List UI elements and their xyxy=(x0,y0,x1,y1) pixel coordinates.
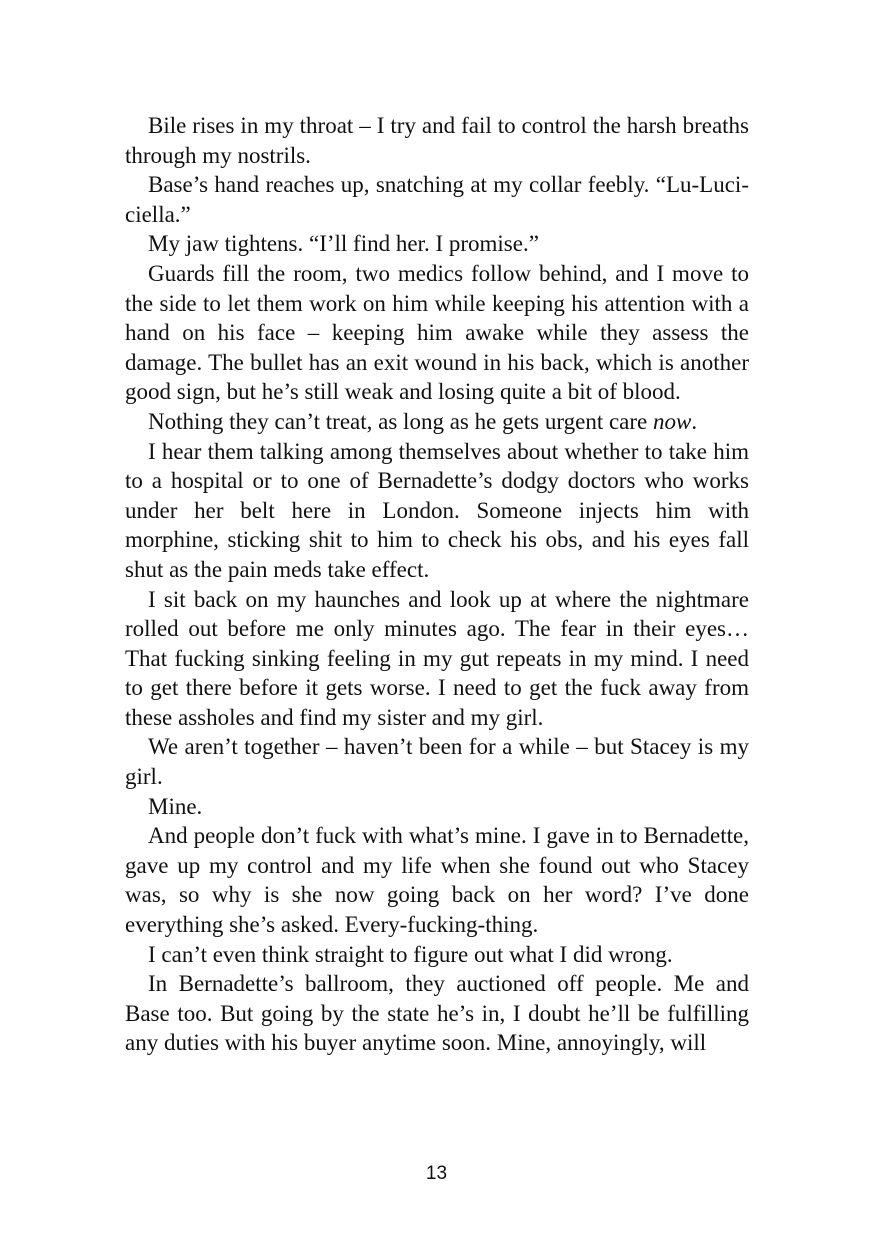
paragraph: We aren’t together – haven’t been for a while – but Stacey is my girl. xyxy=(125,734,749,790)
paragraph: Base’s hand reaches up, snatching at my collar feebly. “Lu-Luci-ciella.” xyxy=(125,172,749,227)
paragraph-text: . xyxy=(691,408,698,434)
body-text xyxy=(125,111,749,1058)
paragraph: I sit back on my haunches and look up at where the nightmare rolled out before me only minutes ago. The fear in their eyes… That fucking sinking feeling in my gut repeats in my mind. I need to get there before it gets worse. I need to get the fuck away from these assholes and find my sister and my girl. xyxy=(125,586,749,730)
paragraph-text: Nothing they can’t treat, as long as he gets urgent care xyxy=(148,408,653,434)
emphasis-text: now xyxy=(653,408,692,434)
paragraph: I can’t even think straight to figure out what I did wrong. xyxy=(148,941,673,967)
paragraph: Bile rises in my throat – I try and fail to control the harsh breaths through my nostrils. xyxy=(125,113,749,168)
page-number: 13 xyxy=(425,1163,448,1184)
paragraph: Mine. xyxy=(148,793,203,819)
paragraph: My jaw tightens. “I’ll find her. I promise.” xyxy=(148,231,539,257)
paragraph: In Bernadette’s ballroom, they auctioned off people. Me and Base too. But going by the state he’s in, I doubt he’ll be fulfilling any duties with his buyer anytime soon. Mine, annoyingly, will xyxy=(125,971,749,1056)
paragraph xyxy=(125,407,749,437)
paragraph: Guards fill the room, two medics follow behind, and I move to the side to let them work on him while keeping his attention with a hand on his face – keeping him awake while they assess the damage. The bullet has an exit wound in his back, which is another good sign, but he’s still weak and losing quite a bit of blood. xyxy=(125,260,749,405)
paragraph: And people don’t fuck with what’s mine. I gave in to Bernadette, gave up my control and my life when she found out who Stacey was, so why is she now going back on her word? I’ve done everything she’s asked. Every-fucking-thing. xyxy=(125,823,749,938)
paragraph: I hear them talking among themselves about whether to take him to a hospital or to one of Bernadette’s dodgy doctors who works under her belt here in London. Someone injects him with morphine, sticking shit to him to check his obs, and his eyes fall shut as the pain meds take effect. xyxy=(125,438,749,582)
